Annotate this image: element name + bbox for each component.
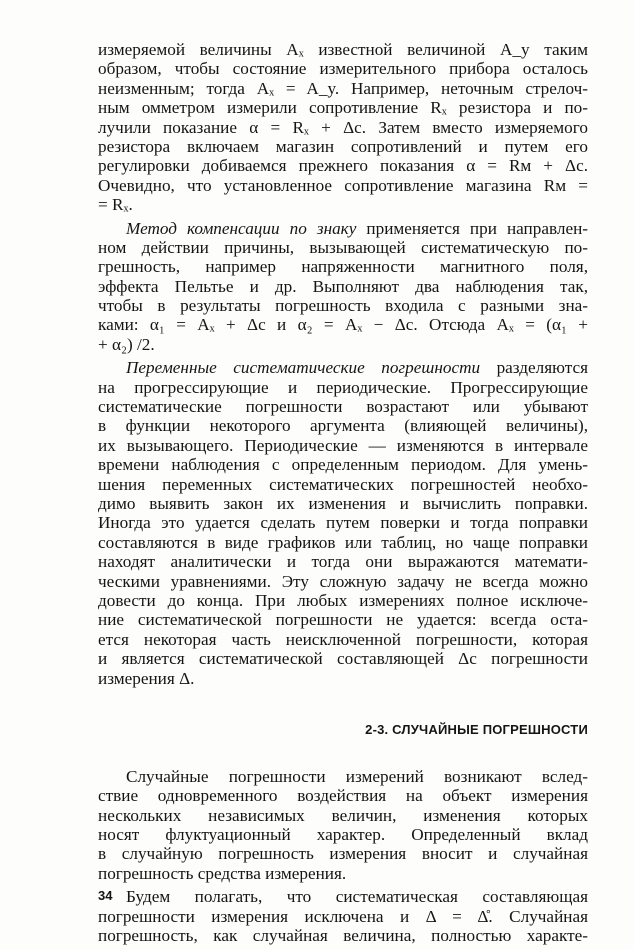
text-line: Иногда это удается сделать путем поверки и тогда поправки xyxy=(98,513,588,533)
text-line: времени наблюдения с определенным периодом. Для умень- xyxy=(98,455,588,475)
text-line: погрешность средства измерения. xyxy=(98,863,347,883)
text-line: димо выявить закон их изменения и вычислить поправки. xyxy=(98,493,588,513)
text-line: составляются в виде графиков или таблиц, но чаще поправки xyxy=(98,532,588,552)
text-line: нескольких независимых величин, изменения которых xyxy=(98,805,588,825)
text-line: ствие одновременного воздействия на объект измерения xyxy=(98,786,588,806)
paragraph-5 xyxy=(98,887,588,945)
text-line: Переменные систематические погрешности разделяются xyxy=(126,358,588,378)
text-line: их вызывающего. Периодические — изменяются в интервале xyxy=(98,435,588,455)
text-line: образом, чтобы состояние измерительного прибора осталось xyxy=(98,59,588,79)
text-line: в функции некоторого аргумента (влияющей величины), xyxy=(98,416,588,436)
text-line: погрешность, как случайная величина, полностью характе- xyxy=(98,926,588,946)
text-line: + α₂) /2. xyxy=(98,334,155,354)
text-line: и является систематической составляющей Δc погрешности xyxy=(98,649,588,669)
text-line: в случайную погрешность измерения вносит и случайная xyxy=(98,844,588,864)
text-line: чтобы в результаты погрешность входила с разными зна- xyxy=(98,296,588,316)
text-line: измеряемой величины Aₓ известной величиной A_y таким xyxy=(98,40,588,59)
page-number: 34 xyxy=(98,888,113,903)
text-line: эффекта Пельтье и др. Выполняют два наблюдения так, xyxy=(98,276,588,296)
text-line: на прогрессирующие и периодические. Прогрессирующие xyxy=(98,377,588,397)
paragraph-3 xyxy=(98,358,588,688)
text-line: лучили показание α = Rₓ + Δc. Затем вместо измеряемого xyxy=(98,117,588,137)
text-line: ется некоторая часть неисключенной погрешности, которая xyxy=(98,629,588,649)
paragraph-2 xyxy=(98,219,588,355)
text-line: ками: α₁ = Aₓ + Δc и α₂ = Aₓ − Δc. Отсюда Aₓ = (α₁ + xyxy=(98,315,588,335)
page-body xyxy=(98,40,588,945)
paragraph-1 xyxy=(98,40,588,215)
text-line: грешность, например напряженности магнитного поля, xyxy=(98,257,588,277)
text-line: Случайные погрешности измерений возникают вслед- xyxy=(126,766,588,786)
text-line: систематические погрешности возрастают или убывают xyxy=(98,397,588,417)
text-line: находят аналитически и тогда они выражаются математи- xyxy=(98,552,588,572)
text-line: резистора включаем магазин сопротивлений и путем его xyxy=(98,136,588,156)
text-line: ние систематической погрешности не удается: всегда оста- xyxy=(98,610,588,630)
text-line: Будем полагать, что систематическая составляющая xyxy=(126,887,588,907)
text-line: носят флуктуационный характер. Определенный вклад xyxy=(98,825,588,845)
text-line: измерения Δ. xyxy=(98,668,195,688)
paragraph-4 xyxy=(98,767,588,883)
text-line: ном действии причины, вызывающей систематическую по- xyxy=(98,237,588,257)
text-line: Метод компенсации по знаку применяется при направлен- xyxy=(126,218,588,238)
section-heading: 2-3. СЛУЧАЙНЫЕ ПОГРЕШНОСТИ xyxy=(365,721,588,737)
text-line: = Rₓ. xyxy=(98,195,133,215)
text-line: регулировки добиваемся прежнего показания α = Rм + Δc. xyxy=(98,156,588,176)
text-line: довести до конца. При любых измерениях полное исключе- xyxy=(98,590,588,610)
text-line: Очевидно, что установленное сопротивление магазина Rм = xyxy=(98,175,588,195)
text-line: шения переменных систематических погрешностей необхо- xyxy=(98,474,588,494)
text-line: ным омметром измерили сопротивление Rₓ резистора и по- xyxy=(98,98,588,118)
text-line: ческими уравнениями. Эту сложную задачу не всегда можно xyxy=(98,571,588,591)
text-line: неизменным; тогда Aₓ = A_y. Например, неточным стрелоч- xyxy=(98,78,588,98)
text-line: погрешности измерения исключена и Δ = Δ̊. Случайная xyxy=(98,906,588,926)
